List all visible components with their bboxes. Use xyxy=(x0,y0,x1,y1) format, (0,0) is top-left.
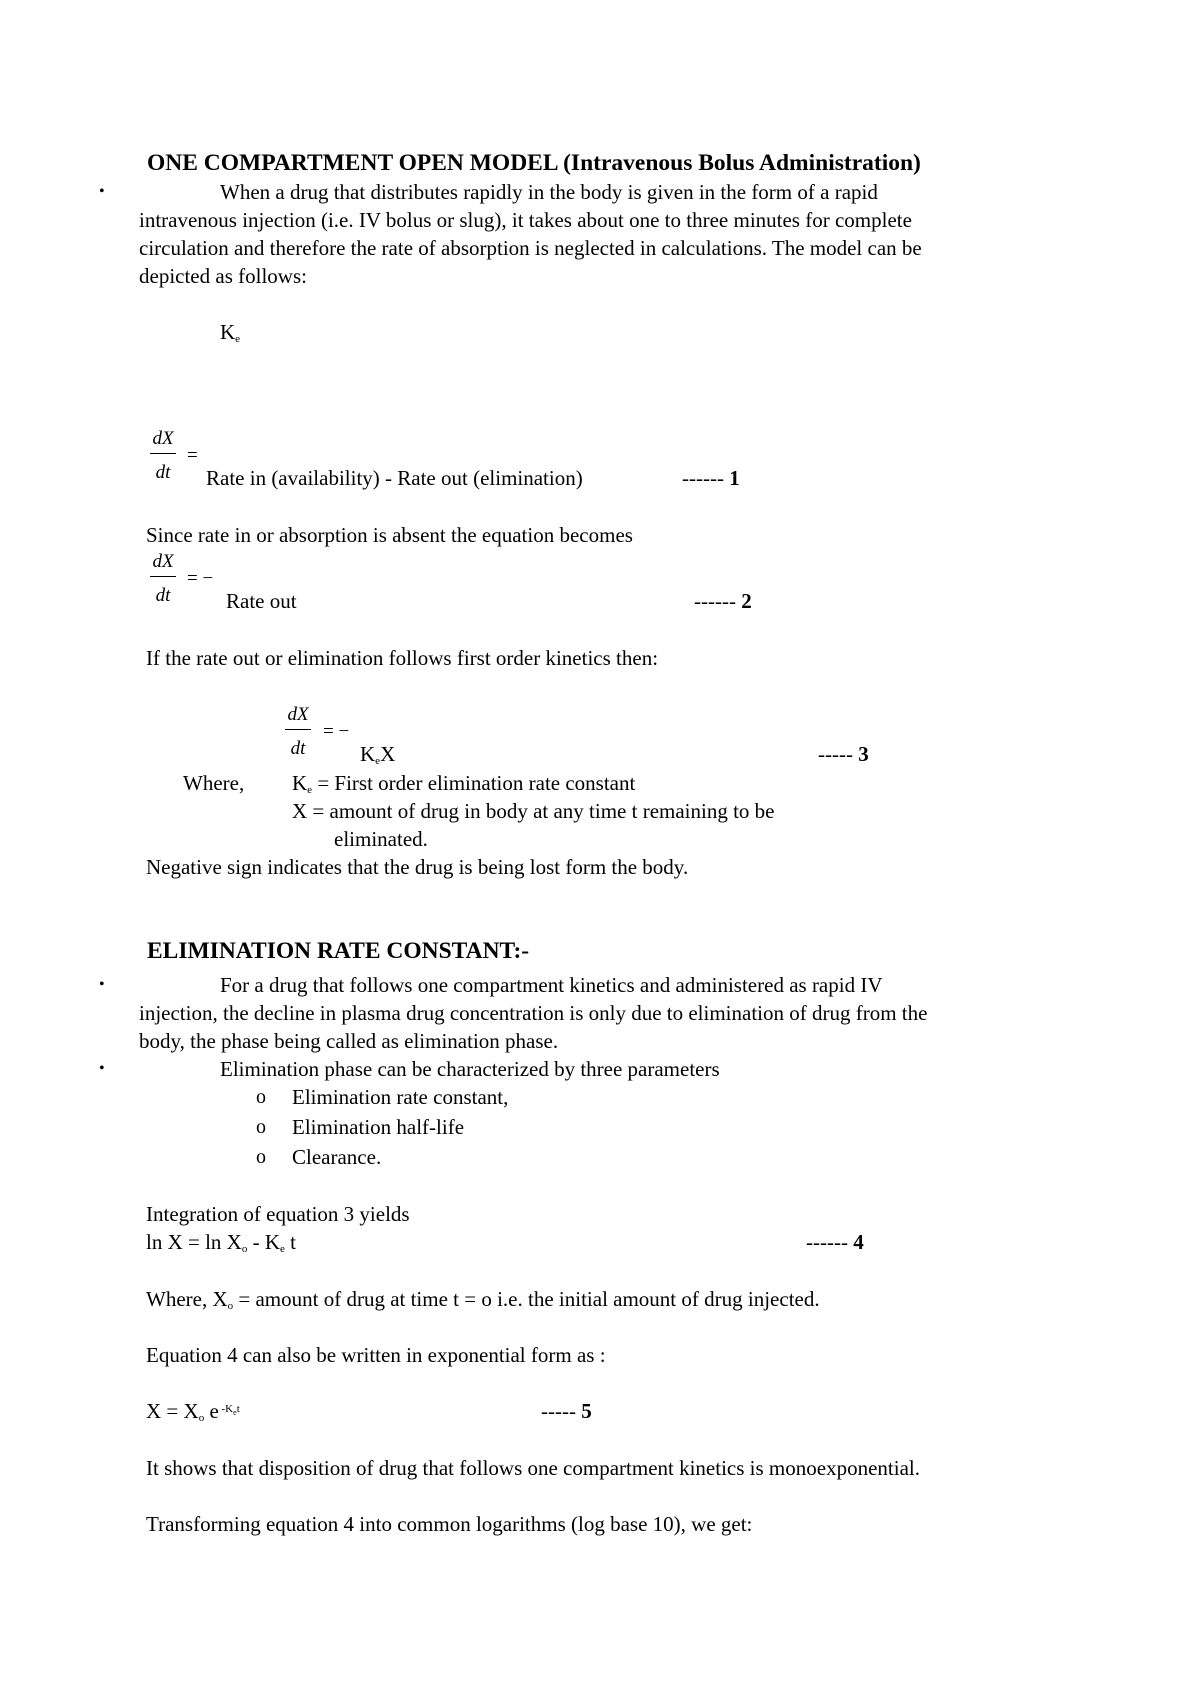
para-transform: Transforming equation 4 into common logarithms (log base 10), we get: xyxy=(146,1512,753,1536)
where-line2: X = amount of drug in body at any time t remaining to be xyxy=(292,799,775,823)
eq5-dashes: ----- xyxy=(541,1399,576,1423)
eq2-text: Rate out xyxy=(226,589,297,613)
eq1-text: Rate in (availability) - Rate out (elimination) xyxy=(206,466,583,490)
eq4 xyxy=(146,1232,296,1253)
where-k-sub: e xyxy=(307,784,313,796)
where-line3: eliminated. xyxy=(334,827,428,851)
model-k: K xyxy=(220,320,236,344)
eq4-part-a: ln X = ln X xyxy=(146,1230,242,1254)
eq4-sub1: o xyxy=(241,1243,248,1255)
heading-bold-part: ONE COMPARTMENT OPEN MODEL xyxy=(147,150,558,176)
eq5-sup-sub: e xyxy=(233,1408,237,1417)
bullet-icon: • xyxy=(99,183,105,200)
eq3-x: X xyxy=(380,742,396,766)
sub-bullet-icon: o xyxy=(256,1086,266,1108)
eq1-fraction-bar xyxy=(150,453,176,454)
eq4-part-c: t xyxy=(284,1230,296,1254)
eq3-k: K xyxy=(360,742,376,766)
eq3-numerator: dX xyxy=(287,704,309,725)
eq3-sign: = − xyxy=(323,721,350,742)
eq2-sign: = − xyxy=(187,568,214,589)
para-line: injection, the decline in plasma drug concentration is only due to elimination of drug from the xyxy=(139,1001,928,1025)
where-x0-a: Where, X xyxy=(146,1287,228,1311)
eq3-dashes: ----- xyxy=(818,742,853,766)
eq5-num-label: 5 xyxy=(581,1399,592,1423)
eq2-numerator: dX xyxy=(152,551,174,572)
para-eq4: Equation 4 can also be written in exponential form as : xyxy=(146,1343,606,1367)
where-k: K xyxy=(292,771,308,795)
eq3-k-sub: e xyxy=(375,755,381,767)
bullet-icon: • xyxy=(99,976,105,993)
sub-item: Clearance. xyxy=(292,1145,382,1169)
para-line: body, the phase being called as elimination phase. xyxy=(139,1029,559,1053)
para-line: For a drug that follows one compartment kinetics and administered as rapid IV xyxy=(220,973,883,997)
eq3-num-label: 3 xyxy=(858,742,869,766)
para-if: If the rate out or elimination follows first order kinetics then: xyxy=(146,646,659,670)
eq4-dashes: ------ xyxy=(806,1230,848,1254)
sub-bullet-icon: o xyxy=(256,1116,266,1138)
model-k-sub: e xyxy=(235,333,241,345)
eq5-a: X = X xyxy=(146,1399,199,1423)
para-line: Elimination phase can be characterized by three parameters xyxy=(220,1057,720,1081)
eq2-dashes: ------ xyxy=(694,589,736,613)
sub-item: Elimination half-life xyxy=(292,1115,465,1139)
eq2-num-label: 2 xyxy=(741,589,752,613)
eq5 xyxy=(146,1401,240,1422)
where-label: Where, xyxy=(183,771,245,795)
eq3-fraction-bar xyxy=(285,729,311,730)
eq5-number xyxy=(541,1401,592,1422)
eq5-b: e xyxy=(204,1399,219,1423)
para-since: Since rate in or absorption is absent the equation becomes xyxy=(146,523,633,547)
bullet-icon: • xyxy=(99,1060,105,1077)
eq5-sub: o xyxy=(198,1412,205,1424)
heading-rest-part: (Intravenous Bolus Administration) xyxy=(563,150,921,176)
where-x0 xyxy=(146,1289,820,1310)
eq3-text xyxy=(360,744,395,765)
eq4-num-label: 4 xyxy=(853,1230,864,1254)
where-line1 xyxy=(292,773,635,794)
where-x0-b: = amount of drug at time t = o i.e. the initial amount of drug injected. xyxy=(233,1287,820,1311)
para-line: circulation and therefore the rate of absorption is neglected in calculations. The model can be xyxy=(139,236,922,260)
eq3-denominator: dt xyxy=(290,738,306,759)
eq1-num-label: 1 xyxy=(729,466,740,490)
eq1-dashes: ------ xyxy=(682,466,724,490)
where-line1-rest: = First order elimination rate constant xyxy=(312,771,636,795)
eq4-number xyxy=(806,1232,864,1253)
sub-item: Elimination rate constant, xyxy=(292,1085,509,1109)
eq2-denominator: dt xyxy=(155,585,171,606)
section-heading-one-compartment xyxy=(147,152,921,176)
eq1-numerator: dX xyxy=(152,428,174,449)
eq1-sign: = xyxy=(187,445,198,466)
eq5-sup-end: t xyxy=(236,1403,240,1415)
eq1-denominator: dt xyxy=(155,462,171,483)
eq1-number xyxy=(682,468,740,489)
where-x0-sub: o xyxy=(227,1300,234,1312)
para-line: depicted as follows: xyxy=(139,264,307,288)
section-heading-elimination-rate: ELIMINATION RATE CONSTANT:- xyxy=(147,938,530,964)
eq5-sup: -K xyxy=(218,1403,234,1415)
sub-bullet-icon: o xyxy=(256,1146,266,1168)
eq4-part-b: - K xyxy=(247,1230,281,1254)
para-line: intravenous injection (i.e. IV bolus or slug), it takes about one to three minutes for complete xyxy=(139,208,912,232)
para-negative: Negative sign indicates that the drug is being lost form the body. xyxy=(146,855,689,879)
eq2-fraction-bar xyxy=(150,576,176,577)
para-line: When a drug that distributes rapidly in the body is given in the form of a rapid xyxy=(220,180,878,204)
integration-line: Integration of equation 3 yields xyxy=(146,1202,410,1226)
para-mono: It shows that disposition of drug that follows one compartment kinetics is monoexponential. xyxy=(146,1456,920,1480)
eq2-number xyxy=(694,591,752,612)
eq3-number xyxy=(818,744,869,765)
model-rate-label xyxy=(220,322,240,343)
eq4-sub2: e xyxy=(280,1243,285,1255)
